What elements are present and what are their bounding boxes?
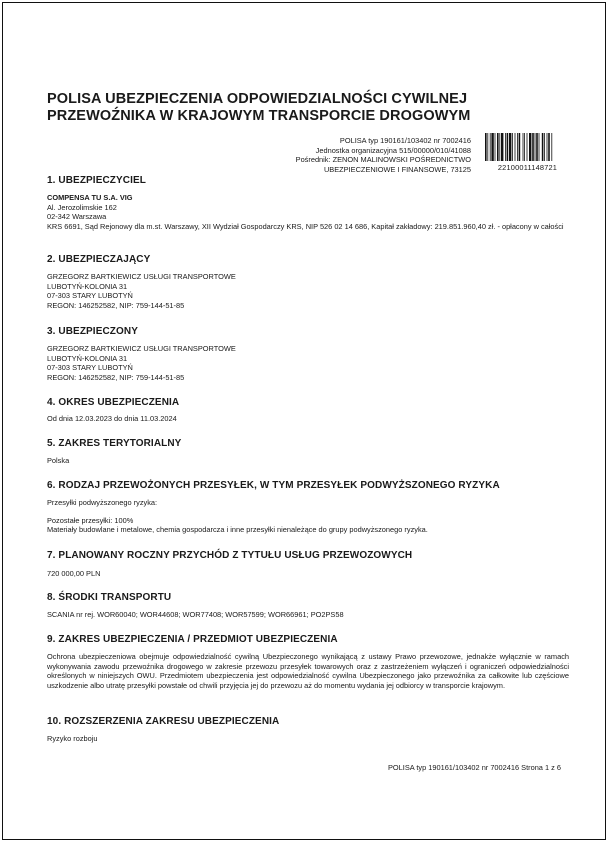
intermediary-cont: UBEZPIECZENIOWE I FINANSOWE, 73125 [323,164,471,174]
insurer-city: 02-342 Warszawa [47,212,107,222]
section-6-body [47,498,569,535]
policy-number: POLISA typ 190161/103402 nr 7002416 [339,136,471,145]
insured-city: 07-303 STARY LUBOTYŃ [47,363,133,373]
policyholder-city: 07-303 STARY LUBOTYŃ [47,291,133,301]
insurer-name: COMPENSA TU S.A. VIG [47,193,133,202]
section-2-title: 2. UBEZPIECZAJĄCY [47,254,151,265]
insured-ids: REGON: 146252582, NIP: 759-144-51-85 [47,373,185,383]
section-1-title: 1. UBEZPIECZYCIEL [47,175,146,186]
shipment-materials: Materiały budowlane i metalowe, chemia gospodarcza i inne przesyłki nienależące do grupy podwyższonego ryzyka. [47,525,428,535]
insured-name: GRZEGORZ BARTKIEWICZ USŁUGI TRANSPORTOWE [47,344,236,353]
section-6-title: 6. RODZAJ PRZEWOŻONYCH PRZESYŁEK, W TYM PRZESYŁEK PODWYŻSZONEGO RYZYKA [47,480,500,491]
intermediary: Pośrednik: ZENON MALINOWSKI POŚREDNICTWO [295,155,471,165]
section-7-title: 7. PLANOWANY ROCZNY PRZYCHÓD Z TYTUŁU USŁUG PRZEWOZOWYCH [47,550,413,561]
high-risk-shipments: Przesyłki podwyższonego ryzyka: [47,498,158,507]
insured-street: LUBOTYŃ-KOLONIA 31 [47,353,128,363]
barcode [485,133,570,161]
barcode-block [485,133,570,172]
vehicles: SCANIA nr rej. WOR60040; WOR44608; WOR77408; WOR57599; WOR66961; PO2PS58 [47,610,344,619]
insurance-period: Od dnia 12.03.2023 do dnia 11.03.2024 [47,414,177,423]
territorial-scope: Polska [47,456,70,465]
section-5-title: 5. ZAKRES TERYTORIALNY [47,438,182,449]
section-3-title: 3. UBEZPIECZONY [47,326,138,337]
coverage-scope: Ochrona ubezpieczeniowa obejmuje odpowiedzialność cywilną Ubezpieczonego wynikającą z ustawy Prawo przewozowe, jednakże wyłącznie w ramach wykonywania zawodu przewoźnika drogowego w zakresie przewozu przesyłek towarowych oraz z zastrzeżeniem wyłączeń i ograniczeń odpowiedzialności określonych w niniejszych OWU. Przedmiotem ubezpieczenia jest odpowiedzialność cywilna Ubezpieczonego jako przewoźnika za całkowite lub częściowe uszkodzenie albo utratę przesyłki powstałe od chwili przyjęcia jej do przewozu aż do momentu wydania jej odbiorcy w transporcie krajowym. [47,652,569,691]
policyholder-street: LUBOTYŃ-KOLONIA 31 [47,281,128,291]
policyholder-name: GRZEGORZ BARTKIEWICZ USŁUGI TRANSPORTOWE [47,272,236,281]
coverage-extensions: Ryzyko rozboju [47,734,98,743]
section-1-body [47,193,569,232]
section-2-body [47,272,569,311]
section-10-title: 10. ROZSZERZENIA ZAKRESU UBEZPIECZENIA [47,716,280,727]
insurer-street: Al. Jerozolimskie 162 [47,202,117,212]
section-9-title: 9. ZAKRES UBEZPIECZENIA / PRZEDMIOT UBEZPIECZENIA [47,634,338,645]
barcode-number: 22100011148721 [497,163,558,172]
document-title: POLISA UBEZPIECZENIA ODPOWIEDZIALNOŚCI CYWILNEJ PRZEWOŹNIKA W KRAJOWYM TRANSPORCIE DROGOWYM [47,91,471,124]
section-3-body [47,344,569,383]
document-page [2,2,606,840]
policy-info [191,136,471,174]
section-8-title: 8. ŚRODKI TRANSPORTU [47,592,172,603]
section-4-title: 4. OKRES UBEZPIECZENIA [47,397,180,408]
policyholder-ids: REGON: 146252582, NIP: 759-144-51-85 [47,301,185,311]
page-footer: POLISA typ 190161/103402 nr 7002416 Strona 1 z 6 [388,763,561,772]
insurer-krs: KRS 6691, Sąd Rejonowy dla m.st. Warszawy, XII Wydział Gospodarczy KRS, NIP 526 02 14 686, Kapitał zakładowy: 219.851.960,40 zł. - opłacony w całości [47,222,564,232]
organizational-unit: Jednostka organizacyjna 515/00000/010/41088 [315,145,471,155]
planned-revenue: 720 000,00 PLN [47,569,101,578]
other-shipments: Pozostałe przesyłki: 100% [47,515,134,525]
